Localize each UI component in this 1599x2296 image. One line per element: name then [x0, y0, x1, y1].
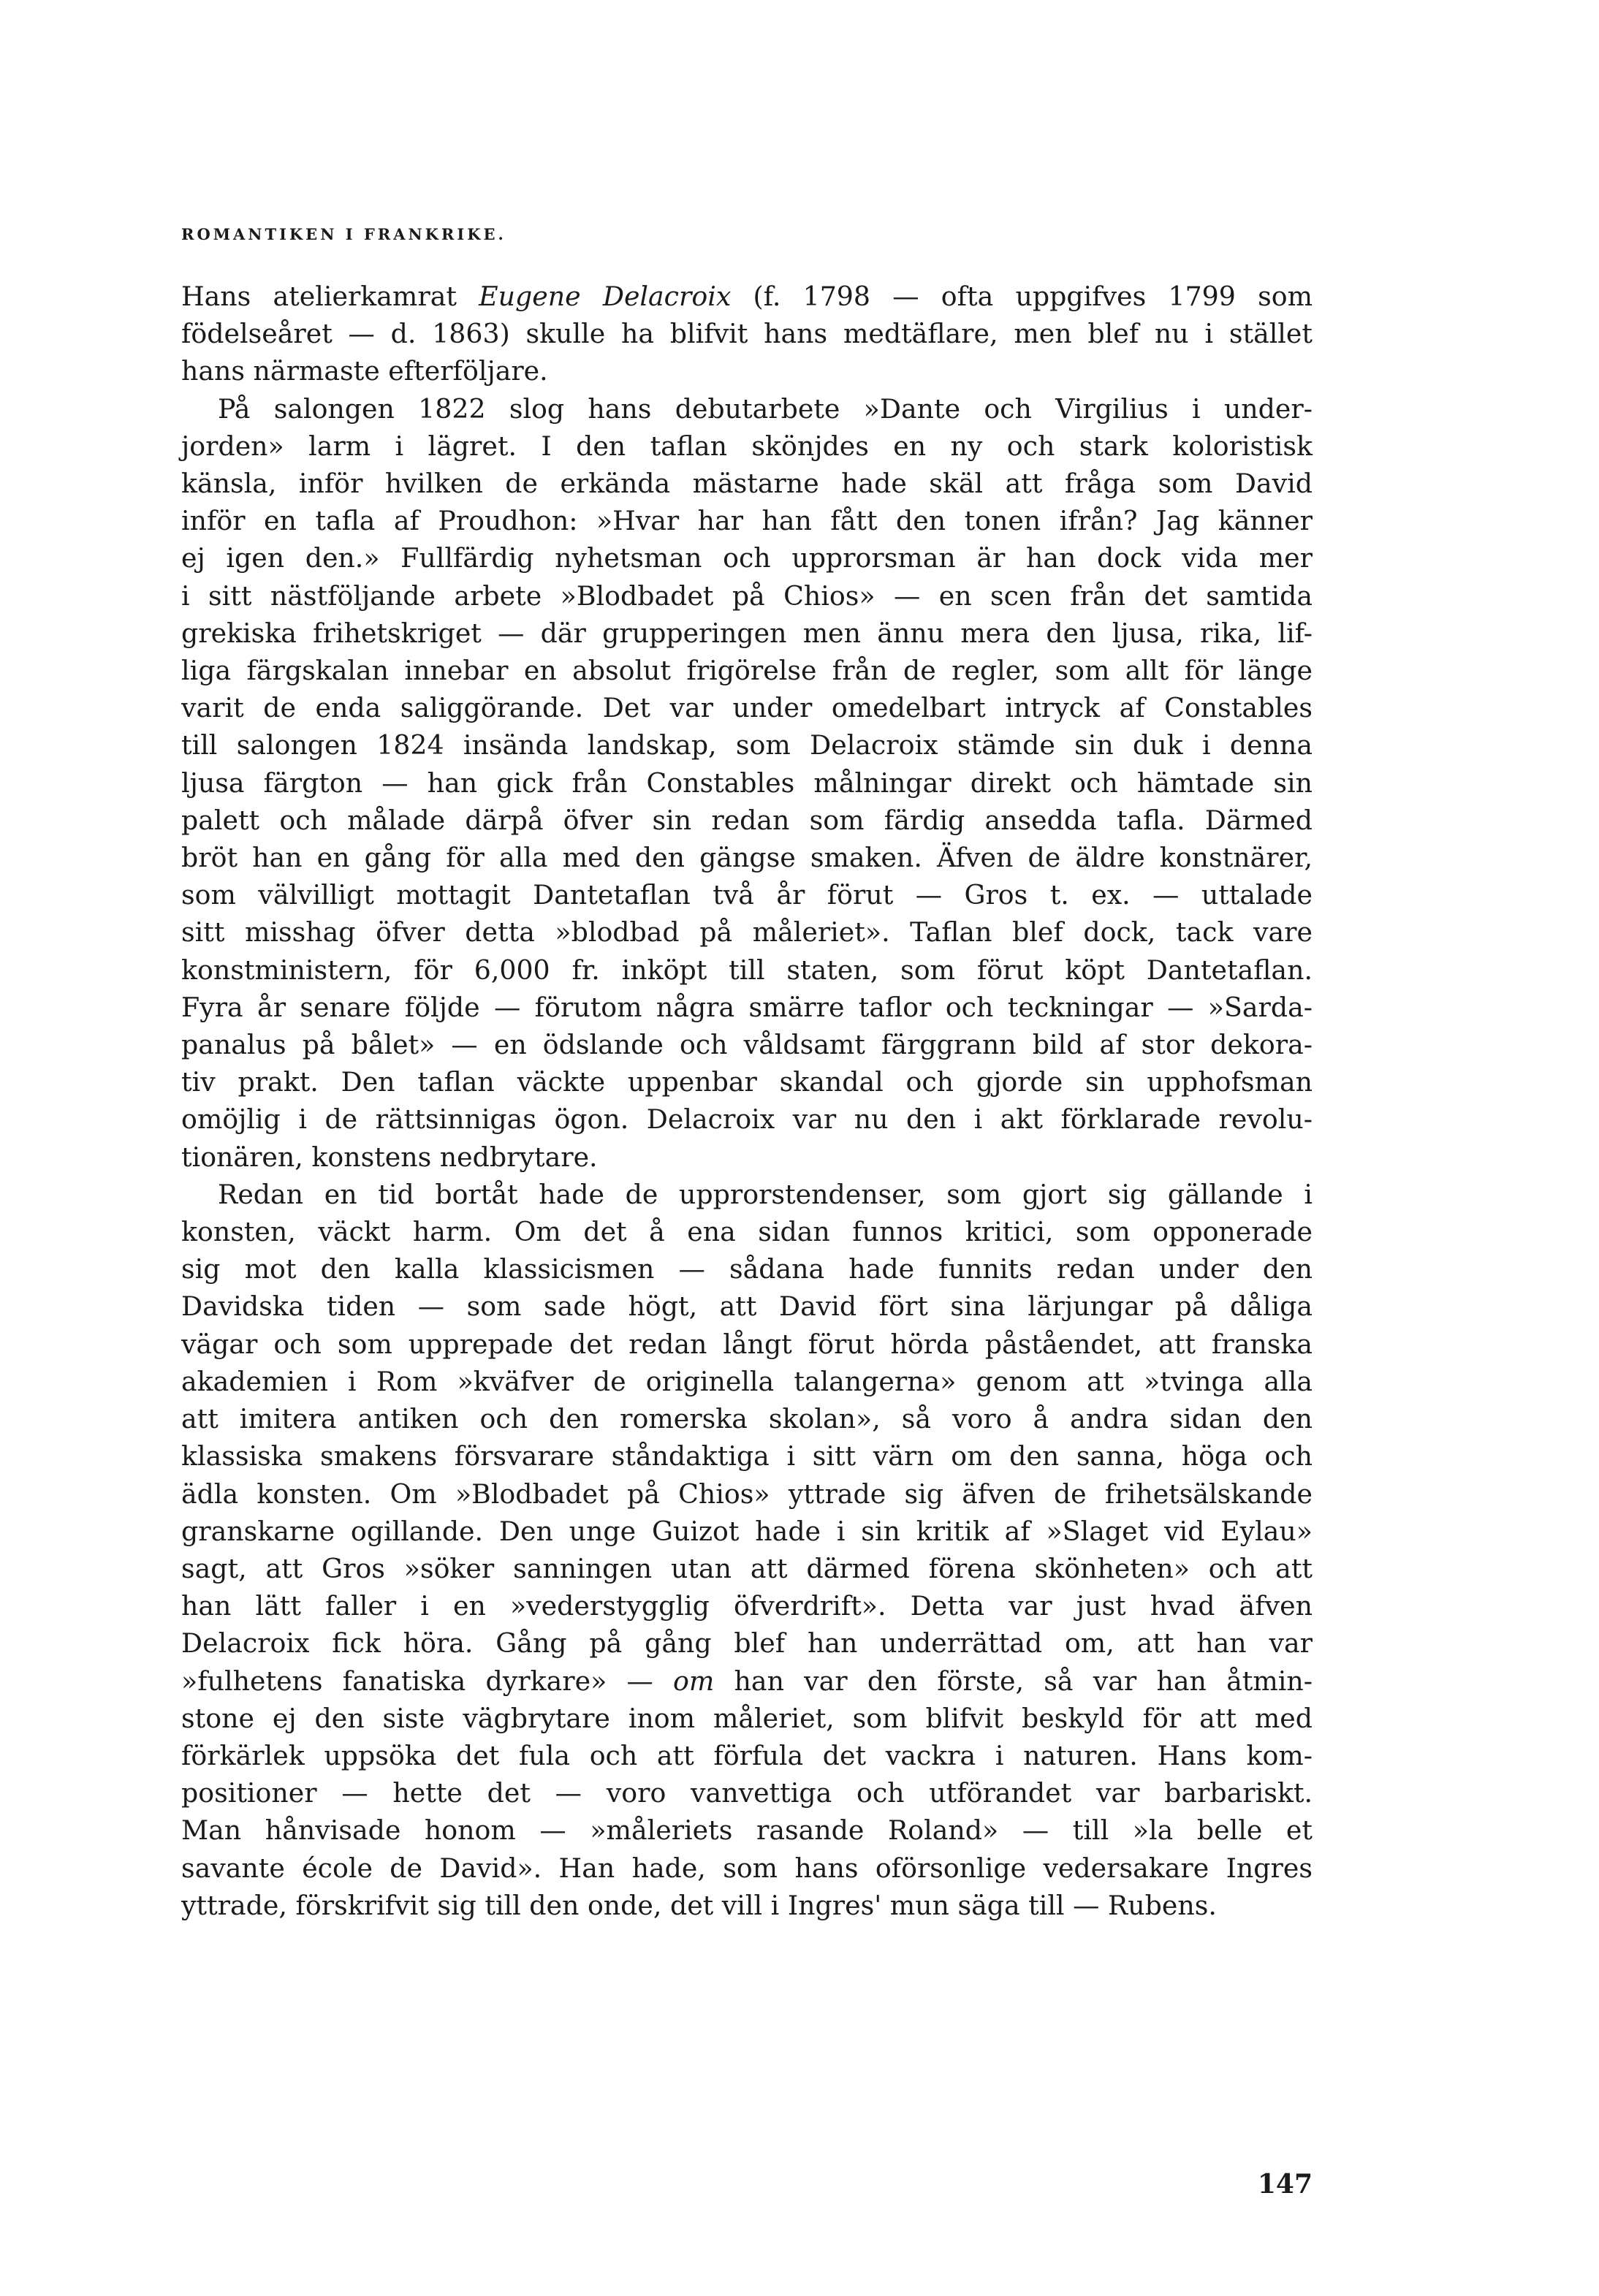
text-segment: savante école de David». Han hade, som hans oförsonlige vedersakare Ingres — [181, 1852, 1313, 1884]
text-segment: Davidska tiden — som sade högt, att David fört sina lärjungar på dåliga — [181, 1290, 1313, 1323]
text-segment: ädla konsten. Om »Blodbadet på Chios» yttrade sig äfven de frihetsälskande — [181, 1478, 1313, 1510]
text-line — [181, 689, 1313, 726]
text-segment: stone ej den siste vägbrytare inom måleriet, som blifvit beskyld för att med — [181, 1702, 1313, 1734]
text-line — [181, 913, 1313, 951]
text-segment: sig mot den kalla klassicismen — sådana hade funnits redan under den — [181, 1253, 1313, 1285]
text-line — [181, 726, 1313, 764]
text-segment: han lätt faller i en »vederstygglig öfverdrift». Detta var just hvad äfven — [181, 1590, 1313, 1622]
text-line — [181, 1213, 1313, 1250]
text-line — [181, 1363, 1313, 1400]
body-text — [181, 278, 1313, 1924]
text-line — [181, 1063, 1313, 1101]
text-segment: akademien i Rom »kväfver de originella talangerna» genom att »tvinga alla — [181, 1365, 1313, 1397]
text-line — [181, 577, 1313, 615]
text-segment: hans närmaste efterföljare. — [181, 355, 548, 387]
text-line — [181, 615, 1313, 652]
running-head: ROMANTIKEN I FRANKRIKE. — [181, 225, 506, 243]
text-segment: födelseåret — d. 1863) skulle ha blifvit hans medtäflare, men blef nu i stället — [181, 318, 1313, 350]
text-line — [181, 278, 1313, 315]
text-line — [181, 1887, 1313, 1924]
text-segment: förkärlek uppsöka det fula och att förfula det vackra i naturen. Hans kom- — [181, 1739, 1313, 1771]
text-line — [181, 652, 1313, 689]
text-line — [181, 390, 1313, 427]
text-line — [181, 427, 1313, 465]
text-line — [181, 1475, 1313, 1513]
text-segment: Delacroix fick höra. Gång på gång blef han underrättad om, att han var — [181, 1627, 1313, 1660]
text-segment: Hans atelierkamrat — [181, 281, 479, 312]
text-line — [181, 1176, 1313, 1213]
text-segment: som välvilligt mottagit Dantetaflan två år förut — Gros t. ex. — uttalade — [181, 879, 1313, 911]
text-line — [181, 876, 1313, 913]
text-segment: att imitera antiken och den romerska skolan», så voro å andra sidan den — [181, 1403, 1313, 1435]
text-segment: konsten, väckt harm. Om det å ena sidan funnos kritici, som opponerade — [181, 1216, 1313, 1248]
text-line — [181, 1026, 1313, 1063]
text-line — [181, 1850, 1313, 1887]
text-segment: panalus på bålet» — en ödslande och våldsamt färggrann bild af stor dekora- — [181, 1029, 1313, 1061]
document-page — [181, 0, 1313, 2296]
paragraph — [181, 1176, 1313, 1924]
text-line — [181, 1550, 1313, 1587]
text-line — [181, 839, 1313, 876]
text-segment: han var den förste, så var han åtmin- — [714, 1665, 1313, 1697]
text-segment: inför en tafla af Proudhon: »Hvar har han fått den tonen ifrån? Jag känner — [181, 505, 1313, 537]
text-segment: klassiska smakens försvarare ståndaktiga i sitt värn om den sanna, höga och — [181, 1440, 1313, 1472]
text-line — [181, 502, 1313, 539]
text-segment: tionären, konstens nedbrytare. — [181, 1141, 598, 1173]
text-line — [181, 1250, 1313, 1288]
text-segment: Redan en tid bortåt hade de upprorstendenser, som gjort sig gällande i — [218, 1178, 1313, 1210]
text-segment: i sitt nästföljande arbete »Blodbadet på Chios» — en scen från det samtida — [181, 579, 1313, 612]
text-line — [181, 1101, 1313, 1138]
text-line — [181, 989, 1313, 1026]
text-line — [181, 352, 1313, 389]
text-line — [181, 1737, 1313, 1774]
paragraph — [181, 278, 1313, 390]
text-segment: vägar och som upprepade det redan långt förut hörda påståendet, att franska — [181, 1328, 1313, 1360]
text-segment: till salongen 1824 insända landskap, som Delacroix stämde sin duk i denna — [181, 729, 1313, 761]
text-line — [181, 1624, 1313, 1662]
text-line — [181, 539, 1313, 577]
text-segment: sagt, att Gros »söker sanningen utan att därmed förena skönheten» och att — [181, 1552, 1313, 1584]
text-segment: positioner — hette det — voro vanvettiga och utförandet var barbariskt. — [181, 1777, 1313, 1809]
page-number: 147 — [1257, 2169, 1313, 2200]
paragraph — [181, 390, 1313, 1176]
text-segment: jorden» larm i lägret. I den taflan skönjdes en ny och stark koloristisk — [181, 430, 1313, 462]
text-segment: yttrade, förskrifvit sig till den onde, det vill i Ingres' mun säga till — Rubens. — [181, 1889, 1217, 1921]
text-line — [181, 764, 1313, 802]
text-line — [181, 1288, 1313, 1325]
text-line — [181, 1513, 1313, 1550]
text-segment: bröt han en gång för alla med den gängse smaken. Äfven de äldre konstnärer, — [181, 842, 1313, 874]
text-segment: konstministern, för 6,000 fr. inköpt till staten, som förut köpt Dantetaflan. — [181, 954, 1313, 986]
text-line — [181, 1587, 1313, 1624]
text-line — [181, 1812, 1313, 1849]
text-line — [181, 802, 1313, 839]
text-segment: »fulhetens fanatiska dyrkare» — — [181, 1665, 674, 1697]
text-line — [181, 1662, 1313, 1700]
text-line — [181, 315, 1313, 352]
text-segment: känsla, inför hvilken de erkända mästarne hade skäl att fråga som David — [181, 468, 1313, 500]
italic-text: om — [673, 1665, 715, 1697]
text-segment: sitt misshag öfver detta »blodbad på måleriet». Taflan blef dock, tack vare — [181, 916, 1313, 949]
text-segment: varit de enda saliggörande. Det var under omedelbart intryck af Constables — [181, 692, 1313, 724]
text-segment: tiv prakt. Den taflan väckte uppenbar skandal och gjorde sin upphofsman — [181, 1066, 1313, 1098]
text-line — [181, 951, 1313, 989]
text-line — [181, 1326, 1313, 1363]
text-line — [181, 1774, 1313, 1812]
text-line — [181, 1700, 1313, 1737]
text-line — [181, 1437, 1313, 1475]
text-segment: granskarne ogillande. Den unge Guizot hade i sin kritik af »Slaget vid Eylau» — [181, 1515, 1313, 1547]
text-segment: omöjlig i de rättsinnigas ögon. Delacroix var nu den i akt förklarade revolu- — [181, 1103, 1313, 1136]
text-segment: ej igen den.» Fullfärdig nyhetsman och upprorsman är han dock vida mer — [181, 542, 1313, 574]
text-segment: palett och målade därpå öfver sin redan som färdig ansedda tafla. Därmed — [181, 804, 1313, 836]
text-segment: grekiska frihetskriget — där grupperingen men ännu mera den ljusa, rika, lif- — [181, 617, 1313, 649]
text-segment: (f. 1798 — ofta uppgifves 1799 som — [731, 281, 1313, 312]
text-line — [181, 1400, 1313, 1437]
text-segment: Man hånvisade honom — »måleriets rasande Roland» — till »la belle et — [181, 1814, 1313, 1847]
text-segment: Fyra år senare följde — förutom några smärre taflor och teckningar — »Sarda- — [181, 991, 1313, 1023]
text-segment: På salongen 1822 slog hans debutarbete »Dante och Virgilius i under- — [218, 392, 1313, 425]
text-segment: ljusa färgton — han gick från Constables målningar direkt och hämtade sin — [181, 767, 1313, 799]
text-line — [181, 465, 1313, 502]
text-line — [181, 1139, 1313, 1176]
text-segment: liga färgskalan innebar en absolut frigörelse från de regler, som allt för länge — [181, 655, 1313, 687]
italic-text: Eugene Delacroix — [479, 281, 732, 312]
